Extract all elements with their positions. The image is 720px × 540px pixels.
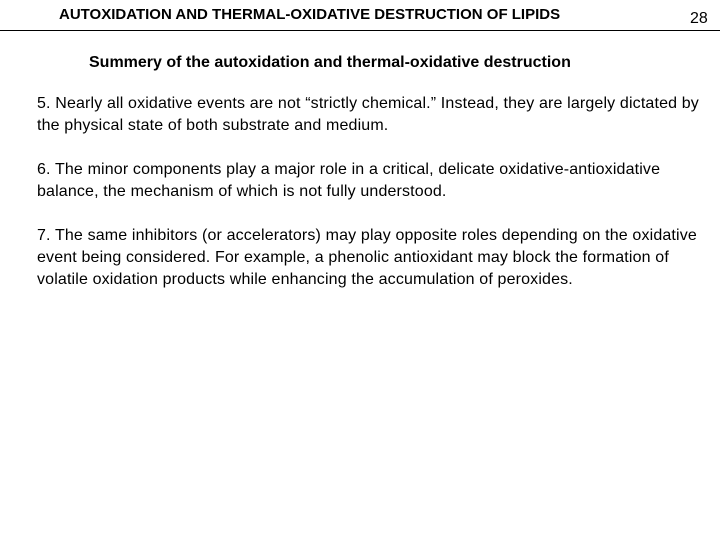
page-number: 28 xyxy=(690,10,708,27)
paragraph-7: 7. The same inhibitors (or accelerators) may play opposite roles depending on the oxidative event being considered. For example, a phenolic antioxidant may block the formation of volatile oxidation products while enhancing the accumulation of peroxides. xyxy=(37,227,697,288)
page-header-title: AUTOXIDATION AND THERMAL-OXIDATIVE DESTRUCTION OF LIPIDS xyxy=(59,6,561,23)
content-body xyxy=(37,93,717,313)
section-subtitle: Summery of the autoxidation and thermal-oxidative destruction xyxy=(89,54,571,71)
header-divider xyxy=(0,30,720,31)
paragraph-5: 5. Nearly all oxidative events are not “strictly chemical.” Instead, they are largely dictated by the physical state of both substrate and medium. xyxy=(37,95,699,134)
paragraph-6: 6. The minor components play a major role in a critical, delicate oxidative-antioxidative balance, the mechanism of which is not fully understood. xyxy=(37,161,661,200)
